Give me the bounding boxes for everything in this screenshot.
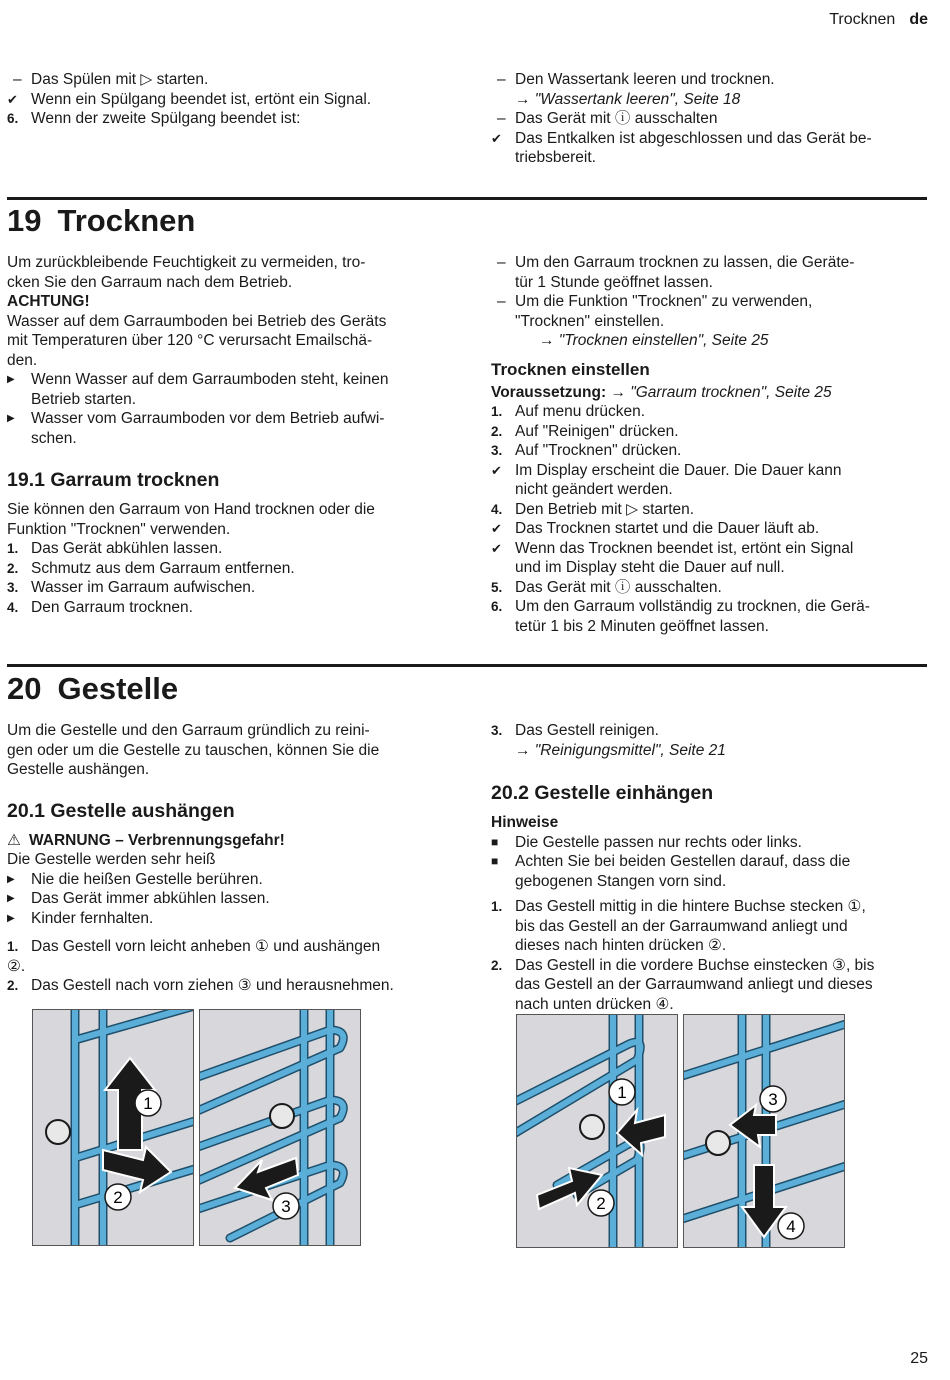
dash-marker: – <box>497 110 506 127</box>
list-item-text: Um den Garraum trocknen zu lassen, die Geräte- <box>515 254 855 271</box>
step <box>491 721 936 741</box>
section-heading <box>7 671 178 707</box>
result-text: Im Display erscheint die Dauer. Die Dauer kann <box>515 461 842 479</box>
page-number: 25 <box>910 1349 928 1367</box>
running-header <box>829 10 928 30</box>
notice-heading: ACHTUNG! <box>7 293 90 310</box>
check-icon: ✔ <box>491 540 502 556</box>
step <box>491 500 936 520</box>
notice-text: mit Temperaturen über 120 °C verursacht Emailschä- <box>7 332 373 349</box>
dash-marker: – <box>13 71 22 88</box>
dash-marker: – <box>497 254 506 271</box>
step <box>7 539 452 559</box>
intro-text: Um die Gestelle und den Garraum gründlich zu reini- <box>7 722 370 739</box>
subsection-heading: 20.1 Gestelle aushängen <box>7 799 235 822</box>
step-text: ②. <box>7 957 26 975</box>
warning-text: Die Gestelle werden sehr heiß <box>7 851 216 868</box>
step <box>491 422 936 442</box>
section-20-right <box>491 721 936 1014</box>
step <box>7 937 457 957</box>
step-number: 2. <box>7 978 19 993</box>
section-number: 19 <box>7 203 42 238</box>
step-text: Wasser im Garraum aufwischen. <box>31 579 256 596</box>
step-number: 5. <box>491 579 503 595</box>
step-text: Das Gestell mittig in die hintere Buchse stecken ①, <box>515 898 866 915</box>
step-number: 4. <box>7 599 19 615</box>
list-item-text: Wenn der zweite Spülgang beendet ist: <box>31 110 301 127</box>
triangle-bullet-icon: ▶ <box>7 873 15 885</box>
step-number: 2. <box>7 560 19 576</box>
section-heading <box>7 203 195 239</box>
triangle-bullet-icon: ▶ <box>7 893 15 904</box>
figure-label: 3 <box>281 1197 291 1216</box>
warning-triangle-icon: ⚠ <box>7 831 21 849</box>
intro-text: Um zurückbleibende Feuchtigkeit zu vermeiden, tro- <box>7 254 366 271</box>
step-text: Um den Garraum vollständig zu trocknen, die Gerä- <box>515 598 870 615</box>
step-text: Das Gestell vorn leicht anheben ① und aushängen <box>31 938 381 955</box>
list-item-text: Wenn ein Spülgang beendet ist, ertönt ein Signal. <box>31 90 372 108</box>
notice-text: den. <box>7 351 38 369</box>
step <box>491 597 936 617</box>
step-number: 3. <box>7 580 19 595</box>
step-number: 3. <box>491 443 503 458</box>
triangle-bullet-icon: ▶ <box>7 413 15 424</box>
paragraph: Funktion "Trocknen" verwenden. <box>7 520 231 538</box>
top-right-list <box>491 70 931 168</box>
result-text: Das Trocknen startet und die Dauer läuft ab. <box>515 520 820 537</box>
list-item-text: Das Spülen mit ▷ starten. <box>31 71 209 88</box>
dash-marker: – <box>497 71 506 88</box>
step-text: Schmutz aus dem Garraum entfernen. <box>31 559 295 577</box>
list-item <box>7 370 452 390</box>
list-item <box>491 129 931 149</box>
result-text: und im Display steht die Dauer auf null. <box>515 559 785 576</box>
header-section-title: Trocknen <box>829 11 896 28</box>
triangle-bullet-icon: ▶ <box>7 374 15 385</box>
list-item <box>7 909 457 929</box>
section-title: Gestelle <box>57 671 179 706</box>
list-item <box>491 292 936 312</box>
figure-rack-pull-forward <box>199 1009 361 1246</box>
list-item-text: Betrieb starten. <box>31 390 137 408</box>
list-item-text: schen. <box>31 429 77 447</box>
list-item-text: Nie die heißen Gestelle berühren. <box>31 870 263 888</box>
step-text: Auf menu drücken. <box>515 403 646 420</box>
step-text: Den Garraum trocknen. <box>31 598 193 616</box>
cross-reference-link[interactable]: → "Reinigungsmittel", Seite 21 <box>515 741 726 759</box>
check-icon: ✔ <box>491 521 502 536</box>
list-item-text: Die Gestelle passen nur rechts oder links. <box>515 833 802 851</box>
step-text: das Gestell an der Garraumwand anliegt und dieses <box>515 976 873 993</box>
list-item <box>7 90 447 110</box>
step-number: 2. <box>491 423 503 439</box>
cross-reference-link[interactable]: → "Wassertank leeren", Seite 18 <box>515 90 741 108</box>
section-19-right <box>491 253 936 636</box>
step-number: 1. <box>491 404 503 419</box>
result <box>491 461 936 481</box>
warning-heading <box>7 831 457 851</box>
figure-label: 2 <box>113 1188 123 1207</box>
list-item-text: Achten Sie bei beiden Gestellen darauf, dass die <box>515 853 851 870</box>
figure-label: 1 <box>617 1083 627 1102</box>
list-item <box>7 409 452 429</box>
step-text: Das Gestell nach vorn ziehen ③ und herausnehmen. <box>31 977 394 994</box>
paragraph: Sie können den Garraum von Hand trocknen oder die <box>7 501 375 518</box>
list-item-text: Den Wassertank leeren und trocknen. <box>515 71 775 88</box>
step <box>491 402 936 422</box>
list-item-text: Das Gerät immer abkühlen lassen. <box>31 890 270 907</box>
rack-illustration <box>200 1010 360 1245</box>
result-text: nicht geändert werden. <box>515 481 673 498</box>
list-item-text: Wenn Wasser auf dem Garraumboden steht, keinen <box>31 371 389 388</box>
list-item-text: tür 1 Stunde geöffnet lassen. <box>515 273 713 291</box>
rack-illustration <box>33 1010 193 1245</box>
step-text: Das Gestell reinigen. <box>515 722 659 739</box>
step-number: 3. <box>491 723 503 738</box>
list-item-text: Kinder fernhalten. <box>31 909 154 927</box>
step-text: Das Gerät mit ⓘ ausschalten. <box>515 578 722 596</box>
subsection-heading: 19.1 Garraum trocknen <box>7 469 220 491</box>
step <box>491 897 936 917</box>
figure-label: 3 <box>768 1090 778 1109</box>
step <box>491 441 936 461</box>
top-left-list <box>7 70 447 129</box>
section-divider <box>7 197 927 200</box>
intro-text: cken Sie den Garraum nach dem Betrieb. <box>7 273 293 291</box>
step-text: dieses nach hinten drücken ②. <box>515 937 727 954</box>
list-item-text: Um die Funktion "Trocknen" zu verwenden, <box>515 293 813 310</box>
intro-text: gen oder um die Gestelle zu tauschen, können Sie die <box>7 741 380 759</box>
step-text: bis das Gestell an der Garraumwand anliegt und <box>515 917 848 935</box>
result <box>491 539 936 559</box>
section-19-left <box>7 253 452 617</box>
step <box>491 578 936 598</box>
cross-reference-link[interactable]: → "Garraum trocknen", Seite 25 <box>610 383 832 401</box>
step-number: 6. <box>7 111 19 126</box>
subsection-heading: Trocknen einstellen <box>491 359 650 379</box>
step-text: Auf "Trocknen" drücken. <box>515 442 682 459</box>
subsection-heading: 20.2 Gestelle einhängen <box>491 782 714 804</box>
list-item-text: Das Gerät mit ⓘ ausschalten <box>515 110 718 127</box>
square-bullet-icon: ■ <box>491 854 499 868</box>
step-number: 4. <box>491 501 503 517</box>
result-text: Wenn das Trocknen beendet ist, ertönt ein Signal <box>515 539 854 557</box>
step-text: Das Gerät abkühlen lassen. <box>31 540 223 557</box>
notes-heading: Hinweise <box>491 814 559 831</box>
figure-label: 4 <box>786 1217 796 1236</box>
figure-rack-insert-front <box>683 1014 845 1248</box>
step-text: Das Gestell in die vordere Buchse einstecken ③, bis <box>515 956 875 974</box>
figure-rack-insert-rear <box>516 1014 678 1248</box>
step <box>7 598 452 618</box>
step-number: 2. <box>491 957 503 973</box>
result <box>491 519 936 539</box>
step <box>491 956 936 976</box>
triangle-bullet-icon: ▶ <box>7 912 15 924</box>
list-item <box>491 833 936 853</box>
step-number: 1. <box>7 541 19 556</box>
rack-illustration <box>517 1015 677 1247</box>
list-item <box>491 253 936 273</box>
step-number: 6. <box>491 599 503 614</box>
check-icon: ✔ <box>7 91 18 107</box>
section-number: 20 <box>7 671 42 706</box>
list-item-text: triebsbereit. <box>515 149 596 166</box>
check-icon: ✔ <box>491 462 502 478</box>
step <box>7 559 452 579</box>
square-bullet-icon: ■ <box>491 834 499 849</box>
list-item-text: Das Entkalken ist abgeschlossen und das Gerät be- <box>515 129 872 147</box>
check-icon: ✔ <box>491 130 502 146</box>
list-item <box>491 852 936 872</box>
step-number: 1. <box>7 939 19 954</box>
list-item <box>7 870 457 890</box>
header-language: de <box>909 11 928 28</box>
step <box>7 976 457 996</box>
list-item <box>7 109 447 129</box>
list-item <box>7 70 447 90</box>
list-item-text: Wasser vom Garraumboden vor dem Betrieb aufwi- <box>31 410 385 427</box>
list-item-text: "Trocknen" einstellen. <box>515 312 665 330</box>
section-title: Trocknen <box>57 203 196 238</box>
figure-label: 2 <box>596 1194 606 1213</box>
step-text: nach unten drücken ④. <box>515 995 674 1013</box>
prerequisite-label: Voraussetzung: <box>491 383 607 401</box>
prerequisite <box>491 383 936 403</box>
section-divider <box>7 664 927 667</box>
intro-text: Gestelle aushängen. <box>7 761 150 778</box>
figure-label: 1 <box>143 1094 153 1113</box>
notice-text: Wasser auf dem Garraumboden bei Betrieb des Geräts <box>7 312 387 330</box>
section-20-left <box>7 721 457 996</box>
dash-marker: – <box>497 293 506 310</box>
warning-title: WARNUNG – Verbrennungsgefahr! <box>29 831 285 849</box>
step <box>7 578 452 598</box>
figure-rack-lift-unhook <box>32 1009 194 1246</box>
list-item-text: gebogenen Stangen vorn sind. <box>515 872 727 890</box>
step-text: tetür 1 bis 2 Minuten geöffnet lassen. <box>515 617 769 635</box>
step-number: 1. <box>491 899 503 914</box>
list-item <box>491 70 931 90</box>
rack-illustration <box>684 1015 844 1247</box>
list-item <box>491 109 931 129</box>
step-text: Auf "Reinigen" drücken. <box>515 422 679 440</box>
list-item <box>7 889 457 909</box>
cross-reference-link[interactable]: → "Trocknen einstellen", Seite 25 <box>539 332 769 349</box>
step-text: Den Betrieb mit ▷ starten. <box>515 500 695 518</box>
